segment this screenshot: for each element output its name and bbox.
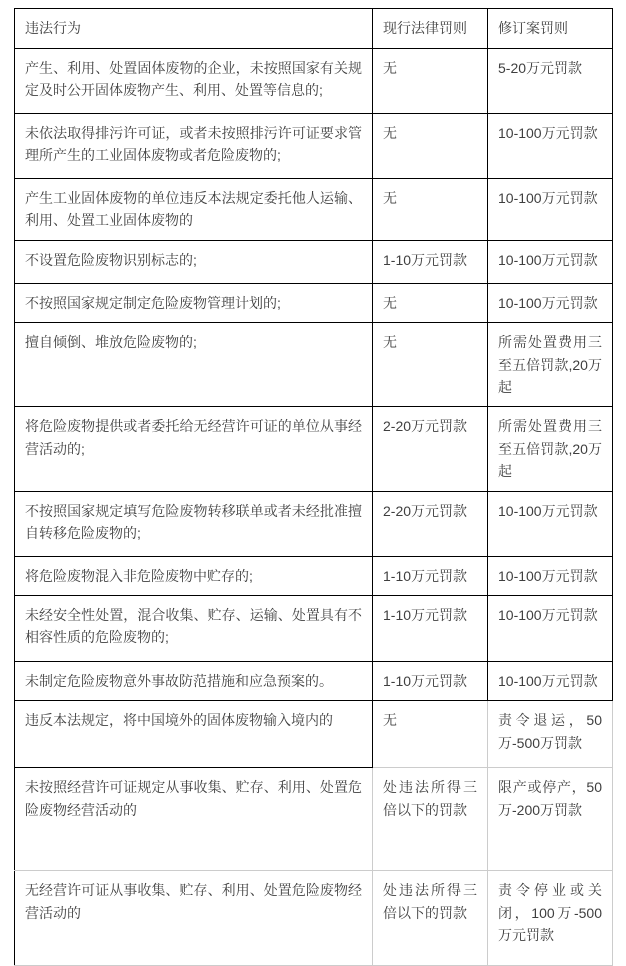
table-cell: 将危险废物混入非危险废物中贮存的; — [15, 556, 373, 595]
table-cell: 不按照国家规定填写危险废物转移联单或者未经批准擅自转移危险废物的; — [15, 491, 373, 556]
table-row — [15, 240, 613, 283]
header-cell-violation: 违法行为 — [15, 9, 373, 49]
header-row — [15, 9, 613, 49]
table-cell: 未经安全性处置，混合收集、贮存、运输、处置具有不相容性质的危险废物的; — [15, 595, 373, 661]
table-row — [15, 661, 613, 700]
table-cell: 所需处置费用三至五倍罚款,20万起 — [488, 407, 613, 491]
table-cell: 擅自倾倒、堆放危险废物的; — [15, 323, 373, 407]
table-cell: 责令退运，50万-500万罚款 — [488, 701, 613, 768]
table-cell: 违反本法规定，将中国境外的固体废物输入境内的 — [15, 701, 373, 768]
table-cell: 5-20万元罚款 — [488, 49, 613, 114]
table-row — [15, 283, 613, 322]
table-cell: 2-20万元罚款 — [373, 491, 488, 556]
table-row — [15, 323, 613, 407]
table-cell: 10-100万元罚款 — [488, 114, 613, 179]
table-row — [15, 179, 613, 241]
table-cell: 无经营许可证从事收集、贮存、利用、处置危险废物经营活动的 — [15, 871, 373, 966]
table-cell: 1-10万元罚款 — [373, 661, 488, 700]
table-cell: 不设置危险废物识别标志的; — [15, 240, 373, 283]
table-cell: 10-100万元罚款 — [488, 179, 613, 241]
table-cell: 10-100万元罚款 — [488, 491, 613, 556]
table-row — [15, 701, 613, 768]
table-cell: 处违法所得三倍以下的罚款 — [373, 768, 488, 871]
penalty-table — [14, 8, 613, 966]
table-cell: 未按照经营许可证规定从事收集、贮存、利用、处置危险废物经营活动的 — [15, 768, 373, 871]
table-cell: 未依法取得排污许可证，或者未按照排污许可证要求管理所产生的工业固体废物或者危险废物的; — [15, 114, 373, 179]
table-cell: 将危险废物提供或者委托给无经营许可证的单位从事经营活动的; — [15, 407, 373, 491]
table-row — [15, 49, 613, 114]
table-cell: 无 — [373, 323, 488, 407]
table-cell: 10-100万元罚款 — [488, 240, 613, 283]
table-cell: 不按照国家规定制定危险废物管理计划的; — [15, 283, 373, 322]
table-cell: 1-10万元罚款 — [373, 240, 488, 283]
table-cell: 所需处置费用三至五倍罚款,20万起 — [488, 323, 613, 407]
header-cell-current-penalty: 现行法律罚则 — [373, 9, 488, 49]
table-cell: 2-20万元罚款 — [373, 407, 488, 491]
table-cell: 无 — [373, 701, 488, 768]
table-cell: 10-100万元罚款 — [488, 556, 613, 595]
table-cell: 无 — [373, 114, 488, 179]
header-cell-revised-penalty: 修订案罚则 — [488, 9, 613, 49]
table-row — [15, 407, 613, 491]
table-row — [15, 556, 613, 595]
table-cell: 产生、利用、处置固体废物的企业，未按照国家有关规定及时公开固体废物产生、利用、处置等信息的; — [15, 49, 373, 114]
table-cell: 无 — [373, 179, 488, 241]
table-row — [15, 768, 613, 871]
table-cell: 10-100万元罚款 — [488, 661, 613, 700]
table-cell: 10-100万元罚款 — [488, 283, 613, 322]
table-cell: 责令停业或关闭，100万-500万元罚款 — [488, 871, 613, 966]
table-row — [15, 491, 613, 556]
table-cell: 10-100万元罚款 — [488, 595, 613, 661]
table-cell: 产生工业固体废物的单位违反本法规定委托他人运输、利用、处置工业固体废物的 — [15, 179, 373, 241]
table-cell: 限产或停产，50万-200万罚款 — [488, 768, 613, 871]
table-row — [15, 871, 613, 966]
table-cell: 未制定危险废物意外事故防范措施和应急预案的。 — [15, 661, 373, 700]
table-cell: 无 — [373, 283, 488, 322]
table-cell: 1-10万元罚款 — [373, 556, 488, 595]
table-row — [15, 595, 613, 661]
table-row — [15, 114, 613, 179]
table-body — [15, 49, 613, 966]
table-cell: 1-10万元罚款 — [373, 595, 488, 661]
table-cell: 处违法所得三倍以下的罚款 — [373, 871, 488, 966]
table-cell: 无 — [373, 49, 488, 114]
